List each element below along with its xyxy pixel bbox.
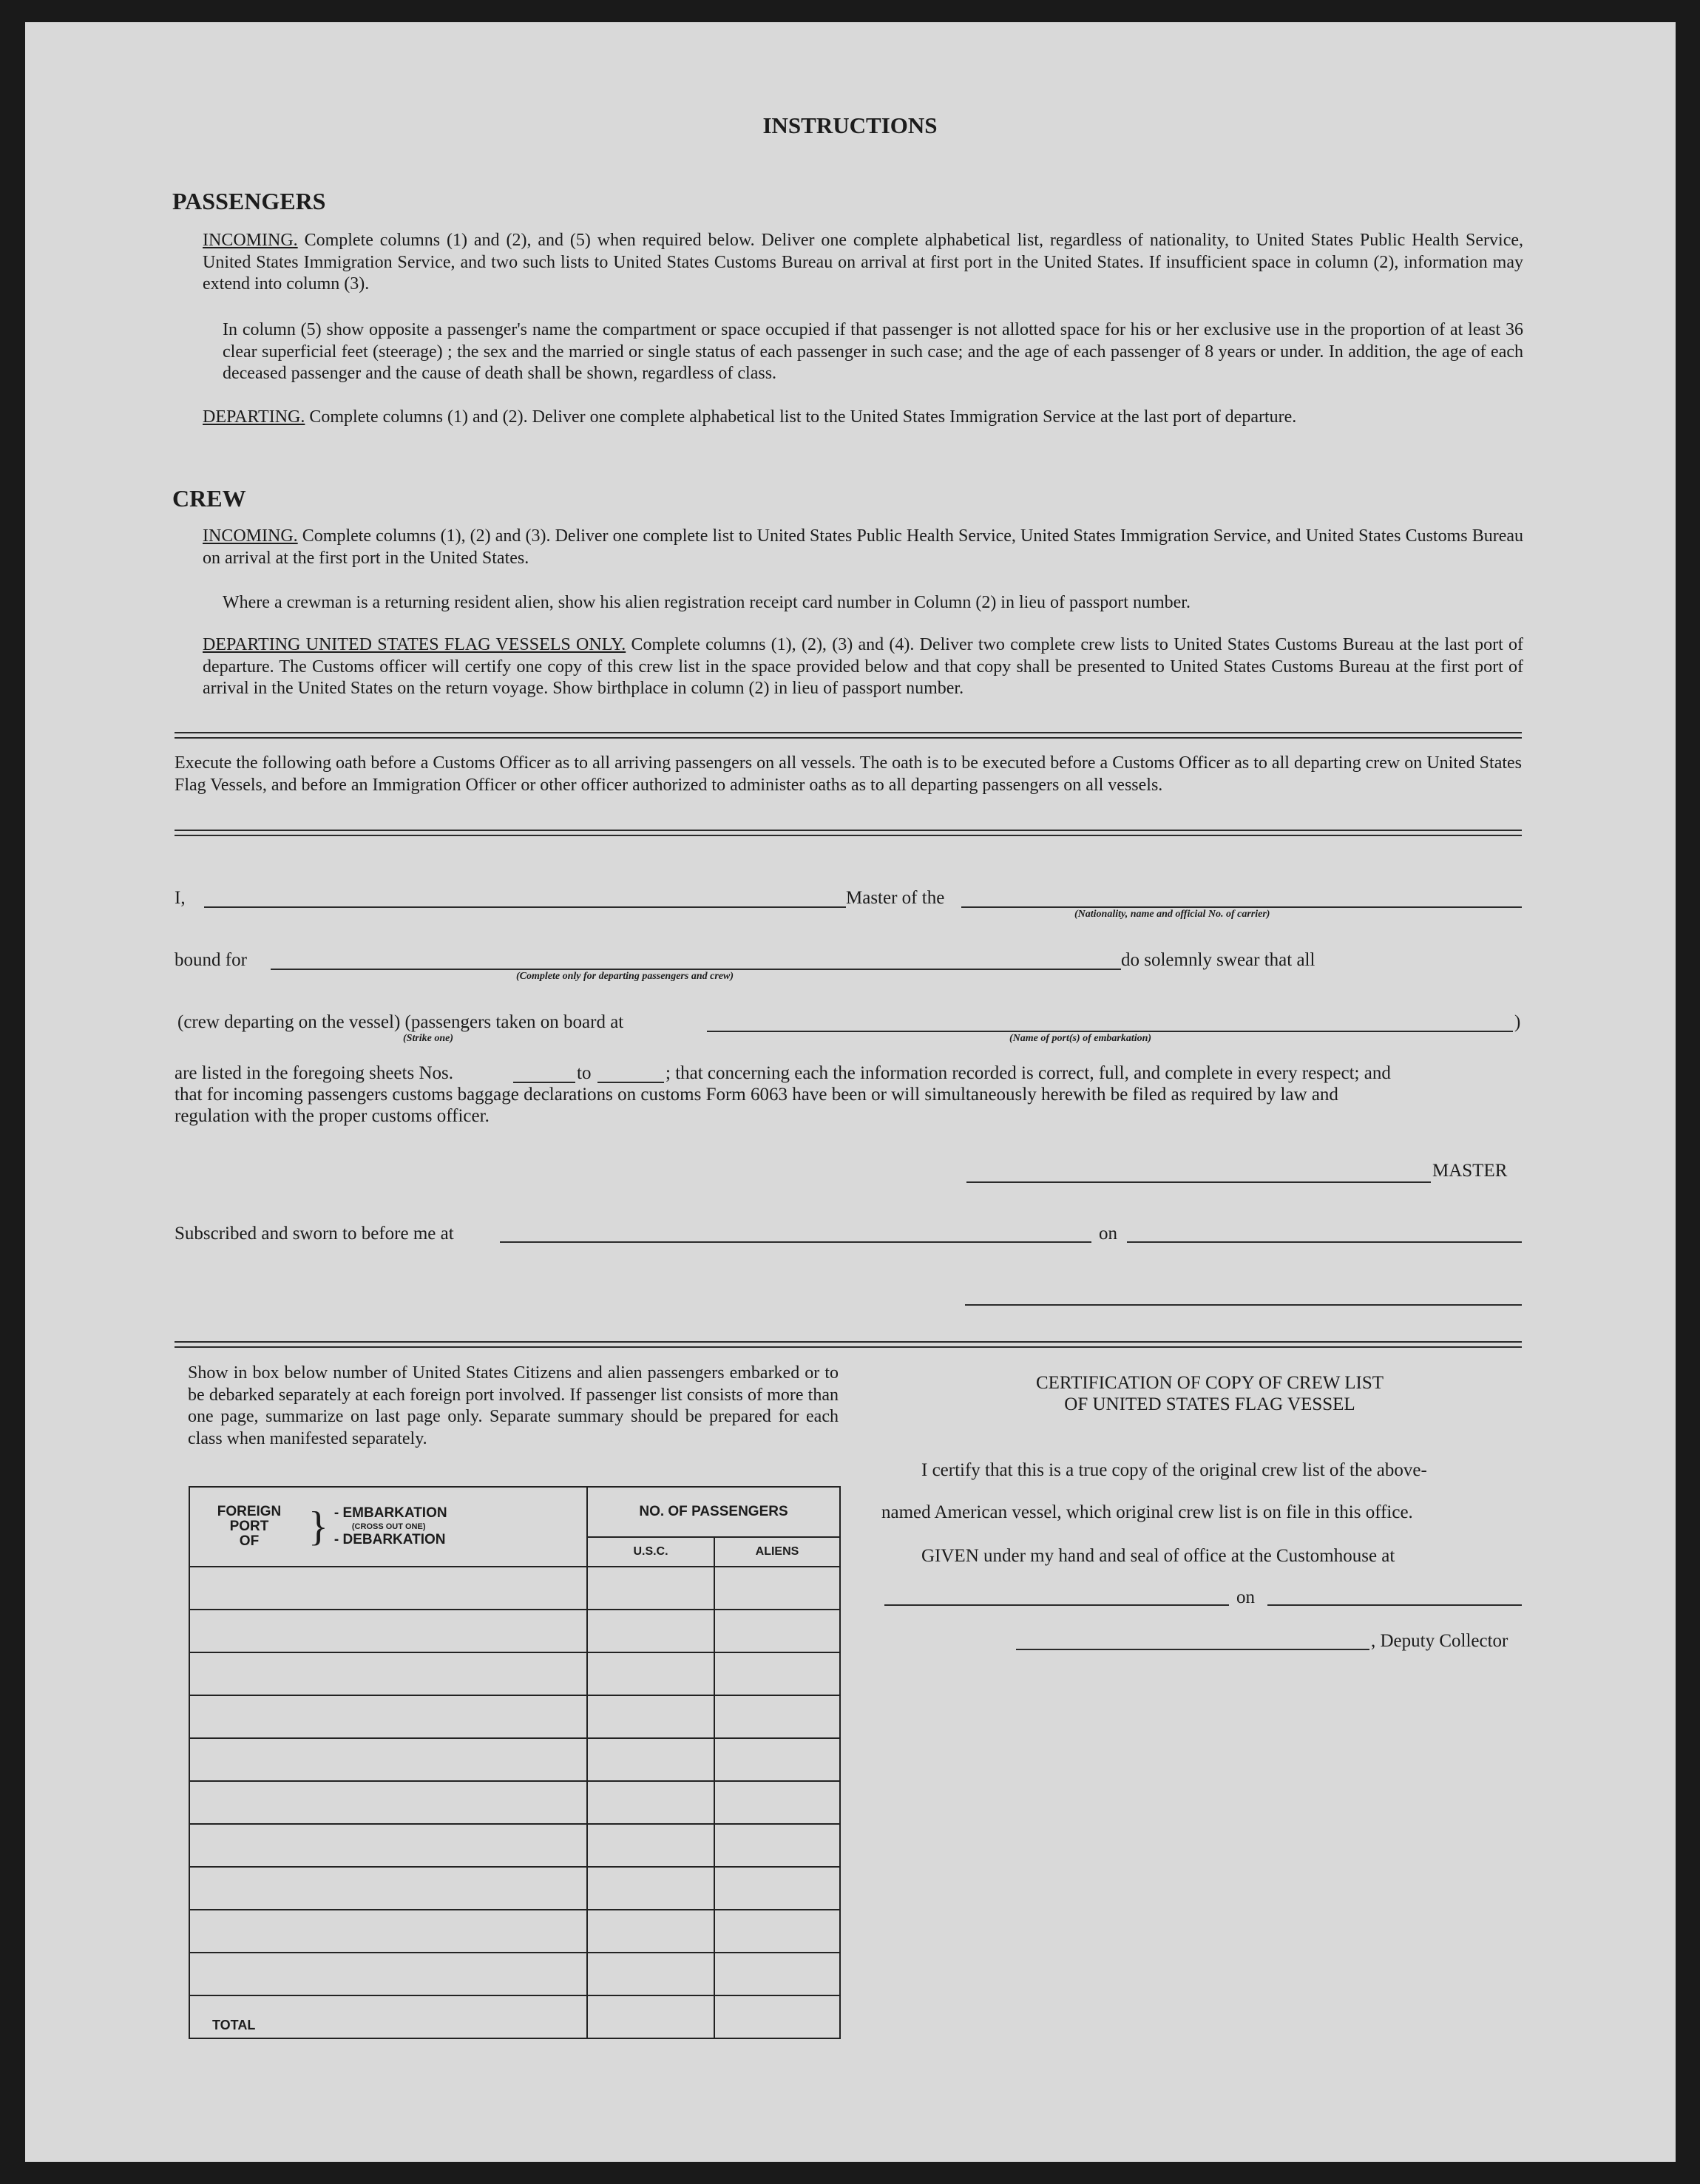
deputy-collector-label: , Deputy Collector [1371, 1631, 1508, 1651]
usc-cell[interactable] [587, 1781, 714, 1824]
ports-hint: (Name of port(s) of embarkation) [1009, 1033, 1152, 1044]
aliens-cell[interactable] [714, 1910, 840, 1953]
aliens-cell[interactable] [714, 1738, 840, 1781]
port-cell[interactable] [189, 1781, 587, 1824]
port-cell[interactable] [189, 1738, 587, 1781]
bleed-through-mark [44, 140, 57, 191]
sworn-date-line[interactable] [1127, 1241, 1522, 1243]
oath-instructions-paragraph: Execute the following oath before a Customs Officer as to all arriving passengers on all vessels. The oath is to be executed before a Customs Officer as to all departing crew on United States Flag Vessels, and before an Immigration Officer or other officer authorized to administer oaths as to all departing passengers on all vessels. [175, 753, 1522, 795]
usc-cell[interactable] [587, 1953, 714, 1995]
listed-to-label: to [577, 1063, 592, 1083]
embarkation-label: - EMBARKATION [333, 1505, 447, 1521]
complete-only-hint: (Complete only for departing passengers and crew) [516, 971, 734, 982]
passenger-summary-table [189, 1486, 841, 2039]
certification-line1: I certify that this is a true copy of the original crew list of the above- [921, 1460, 1427, 1480]
aliens-cell[interactable] [714, 1824, 840, 1867]
passengers-incoming-paragraph [203, 230, 1523, 296]
port-cell[interactable] [189, 1610, 587, 1652]
sworn-on-label: on [1099, 1224, 1117, 1244]
crew-incoming-text: Complete columns (1), (2) and (3). Deliver one complete list to United States Public Health Service, United States Immigration Service, and United States Customs Bureau on arrival at the first port in the United States. [203, 526, 1523, 568]
listed-label-b: ; that concerning each the information recorded is correct, full, and complete in every respect; and [666, 1063, 1391, 1083]
crew-departing-label: (crew departing on the vessel) (passengers taken on board at [177, 1012, 624, 1032]
passengers-incoming-label: INCOMING. [203, 231, 298, 250]
section-divider [175, 732, 1522, 739]
crew-departing-paragraph [203, 634, 1523, 700]
passengers-column5-paragraph: In column (5) show opposite a passenger's name the compartment or space occupied if that passenger is not allotted space for his or her exclusive use in the proportion of at least 36 clear superficial feet (steerage) ; the sex and the married or single status of each passenger in such case; and the age of each passenger of 8 years or under. In addition, the age of each deceased passenger and the cause of death shall be shown, regardless of class. [223, 320, 1523, 383]
crew-departing-label: DEPARTING UNITED STATES FLAG VESSELS ONLY. [203, 635, 626, 654]
bound-for-label: bound for [175, 950, 247, 970]
master-signature-line[interactable] [966, 1181, 1431, 1183]
page-title: INSTRUCTIONS [762, 112, 938, 138]
usc-header: U.S.C. [587, 1537, 714, 1567]
listed-label-a: are listed in the foregoing sheets Nos. [175, 1063, 453, 1083]
bound-for-line[interactable] [271, 969, 1121, 970]
listed-line2: that for incoming passengers customs baggage declarations on customs Form 6063 have been or will simultaneously herewith be filed as required by law and [175, 1085, 1338, 1105]
aliens-cell[interactable] [714, 1610, 840, 1652]
carrier-line[interactable] [961, 906, 1522, 908]
subscribed-label: Subscribed and sworn to before me at [175, 1224, 454, 1244]
port-header-cell [189, 1487, 587, 1567]
crew-departing-text: Complete columns (1), (2), (3) and (4). Deliver two complete crew lists to United States Customs Bureau at the last port of departure. The Customs officer will certify one copy of this crew list in the space provided below and that copy shall be presented to United States Customs Bureau at the first port of arrival in the United States on the return voyage. Show birthplace in column (2) in lieu of passport number. [203, 635, 1523, 698]
swear-label: do solemnly swear that all [1121, 950, 1315, 970]
passengers-heading: PASSENGERS [172, 188, 326, 214]
usc-cell[interactable] [587, 1652, 714, 1695]
section-divider [175, 830, 1522, 836]
deputy-signature-line[interactable] [1016, 1649, 1369, 1650]
master-name-line[interactable] [204, 906, 846, 908]
passengers-departing-paragraph [203, 407, 1523, 429]
port-label: PORT [229, 1519, 269, 1534]
port-cell[interactable] [189, 1867, 587, 1910]
cross-out-label: (CROSS OUT ONE) [351, 1522, 426, 1531]
usc-cell[interactable] [587, 1738, 714, 1781]
sheet-from-line[interactable] [513, 1082, 575, 1083]
ports-line[interactable] [707, 1031, 1513, 1032]
listed-line3: regulation with the proper customs officer. [175, 1106, 490, 1126]
port-cell[interactable] [189, 1695, 587, 1738]
certification-line3: GIVEN under my hand and seal of office at the Customhouse at [921, 1546, 1395, 1566]
aliens-header: ALIENS [714, 1537, 840, 1567]
usc-cell[interactable] [587, 1867, 714, 1910]
port-cell[interactable] [189, 1910, 587, 1953]
master-of-label: Master of the [846, 888, 945, 908]
aliens-cell[interactable] [714, 1695, 840, 1738]
port-cell[interactable] [189, 1953, 587, 1995]
certification-on-label: on [1236, 1587, 1255, 1607]
usc-cell[interactable] [587, 1824, 714, 1867]
port-header-left [190, 1505, 308, 1549]
usc-cell[interactable] [587, 1695, 714, 1738]
certification-title-line2: OF UNITED STATES FLAG VESSEL [1064, 1394, 1355, 1414]
close-paren: ) [1514, 1012, 1521, 1032]
foreign-label: FOREIGN [217, 1504, 282, 1519]
aliens-cell[interactable] [714, 1652, 840, 1695]
section-divider [175, 1341, 1522, 1348]
certification-date-line[interactable] [1267, 1604, 1522, 1606]
nationality-hint: (Nationality, name and official No. of carrier) [1074, 909, 1270, 920]
aliens-cell[interactable] [714, 1567, 840, 1610]
total-cell [189, 1995, 587, 2038]
strike-one-hint: (Strike one) [403, 1033, 454, 1044]
debarkation-label: - DEBARKATION [333, 1532, 446, 1547]
passengers-incoming-text: Complete columns (1) and (2), and (5) when required below. Deliver one complete alphabetical list, regardless of nationality, to United States Public Health Service, United States Immigration Service, and two such lists to United States Customs Bureau on arrival at first port in the United States. If insufficient space in column (2), information may extend into column (3). [203, 231, 1524, 294]
certification-title-line1: CERTIFICATION OF COPY OF CREW LIST [1035, 1373, 1384, 1393]
crew-heading: CREW [172, 485, 246, 512]
no-passengers-header: NO. OF PASSENGERS [587, 1487, 840, 1537]
passengers-departing-text: Complete columns (1) and (2). Deliver one complete alphabetical list to the United States Immigration Service at the last port of departure. [309, 407, 1297, 427]
port-cell[interactable] [189, 1824, 587, 1867]
summary-instructions: Show in box below number of United States Citizens and alien passengers embarked or to be debarked separately at each foreign port involved. If passenger list consists of more than one page, summarize on last page only. Separate summary should be prepared for each class when manifested separately. [188, 1363, 839, 1448]
certification-line2: named American vessel, which original crew list is on file in this office. [881, 1502, 1413, 1522]
crew-resident-paragraph: Where a crewman is a returning resident alien, show his alien registration receipt card number in Column (2) in lieu of passport number. [223, 593, 1191, 612]
passengers-departing-label: DEPARTING. [203, 407, 305, 427]
crew-incoming-paragraph [203, 526, 1523, 569]
port-header-right [334, 1507, 447, 1547]
total-label: TOTAL [212, 2018, 256, 2032]
brace: } [308, 1504, 328, 1550]
aliens-total-cell[interactable] [714, 1995, 840, 2038]
usc-cell[interactable] [587, 1610, 714, 1652]
aliens-cell[interactable] [714, 1953, 840, 1995]
port-cell[interactable] [189, 1652, 587, 1695]
officer-signature-line[interactable] [965, 1304, 1522, 1306]
master-label: MASTER [1432, 1161, 1508, 1181]
usc-total-cell[interactable] [587, 1995, 714, 2038]
aliens-cell[interactable] [714, 1867, 840, 1910]
aliens-cell[interactable] [714, 1781, 840, 1824]
usc-cell[interactable] [587, 1567, 714, 1610]
usc-cell[interactable] [587, 1910, 714, 1953]
sheet-to-line[interactable] [597, 1082, 664, 1083]
oath-i-label: I, [175, 888, 186, 908]
crew-incoming-label: INCOMING. [203, 526, 298, 546]
of-label: OF [239, 1533, 260, 1549]
port-cell[interactable] [189, 1567, 587, 1610]
customhouse-line[interactable] [884, 1604, 1229, 1606]
sworn-place-line[interactable] [500, 1241, 1091, 1243]
